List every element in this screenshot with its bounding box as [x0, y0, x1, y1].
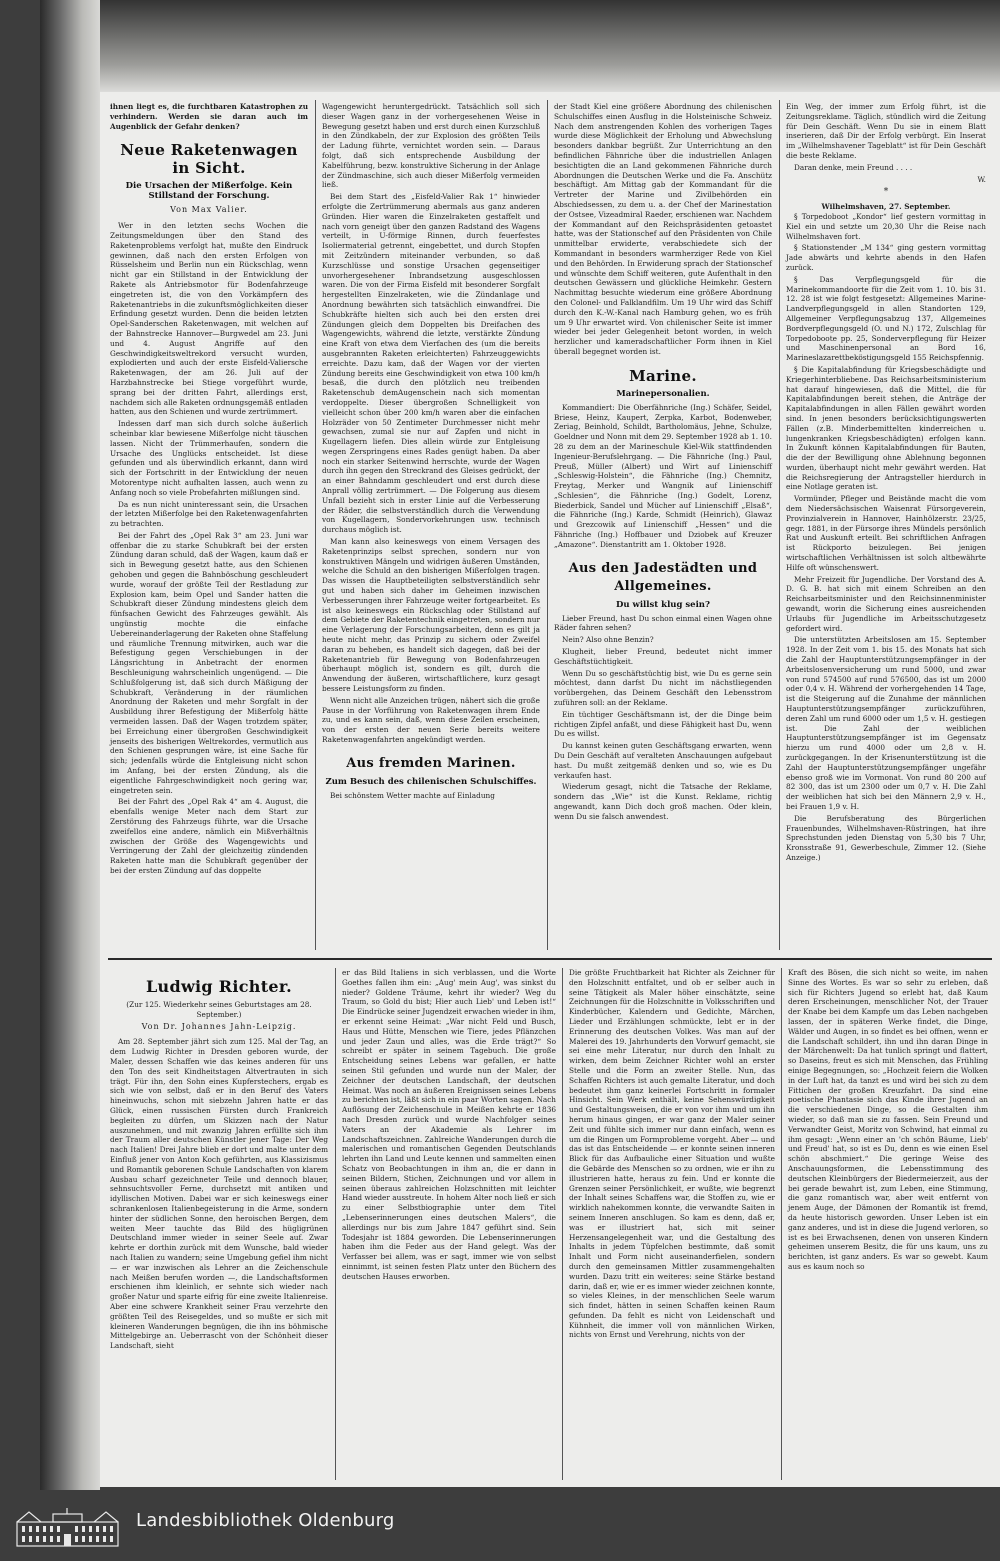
dateline: Wilhelmshaven, 27. September. — [821, 202, 951, 212]
section-divider — [108, 958, 992, 960]
paragraph: Die größte Fruchtbarkeit hat Richter als Zeichner für den Holzschnitt entfaltet, und ob er selber auch in seine Tätigkeit als Maler höher einschätzte, seine Zeichnungen für die Holzschnitte in Volksschriften und Kinderbücher, Kalendern und Gedichte, Märchen, Lieder und Erzählungen schmückte, lebt er in der Erinnerung des deutschen Volkes. Was man auf der Malerei des 19. Jahrhunderts den Vorwurf gemacht, sie sei eine mehr Literatur, nur durch den Inhalt zu wirken, dem beim Zeichner Richter wohl an erster Stelle und die Form an zweiter Stelle. Nun, das Schaffen Richters ist auch gemalte Literatur, und doch bedeutet ihm ganz keinerlei Fortschritt in formaler Hinsicht. Sein Werk enthält, keine Sehenswürdigkeit und Gestaltungsweisen, die er von vor ihm und um ihn herum hinaus gingen, er war ganz der Maler seiner Zeit und fühlte sich immer nur dann einfach, wenn es um die Ringen um Formprobleme vorgeht. Aber — und das ist das Entscheidende — er konnte seinen inneren Blick für das Aufbauliche einer Situation und wußte die Gebärde des Menschen so zu ordnen, wie er ihn zu illustrieren hatte, heraus zu fein. Und er konnte die Grenzen seiner Persönlichkeit, er wußte, wie begrenzt der Inhalt seines Schaffens war, die Stoffen zu, wie er wirklich nahekommen konnte, die verwandte Saiten in seinem Inneren anschlugen. So kam es denn, daß er, was er illustriert hat, sich mit seiner Herzensangelegenheit war, und die Gestaltung des Inhalts in jedem Tüpfelchen bestimmte, daß somit Inhalt und Form nicht auseinanderfielen, sondern durch den gemeinsamen Mittler zusammengehalten wurden. Dazu tritt ein weiteres: seine Stärke bestand darin, daß er, wie er es immer wieder zeichnen konnte, so vieles Kleines, in der menschlichen Seele warum sich findet, hätten in seinen Schaffen keinen Raum gefunden. Da fehlt es nicht von Leidenschaft und Kühnheit, die immer voll von männlichen Wirken, nichts von Ernst und Verehrung, nichts von der — [569, 968, 775, 1340]
news-item: Die unterstützten Arbeitslosen am 15. September 1928. In der Zeit vom 1. bis 15. des Monats hat sich die Zahl der Hauptunterstützungsempfänger in der Arbeitslosenversicherung um rund 5000, und zwar von rund 574500 auf rund 576500, das ist um 2000 oder 0,4 v. H. Während der vorhergehenden 14 Tage, ist die Steigerung auf die Zunahme der männlichen Hauptunterstützungsempfänger zurückzuführen, deren Zahl um rund 6000 oder um 1,5 v. H. gestiegen ist. Die Zahl der weiblichen Hauptunterstützungsempfänger ist im Gegensatz hierzu um rund 4000 oder um 2,8 v. H. zurückgegangen. In der Krisenunterstützung ist die Zahl der Hauptunterstützungsempfänger ungefähr ebenso groß wie im Vormonat. Von rund 80 200 auf 82 300, das ist um 2300 oder um 0,7 v. H. Die Zahl der weiblichen hat sich bei den Männern 2,9 v. H., bei Frauen 1,9 v. H. — [786, 635, 986, 811]
column-4 — [786, 102, 986, 865]
news-item: § Stationstender „M 134“ ging gestern vormittag Jade abwärts und kehrte abends in den Hafen zurück. — [786, 243, 986, 272]
news-item: § Das Verpflegungsgeld für die Marinekommandoorte für die Zeit vom 1. 10. bis 31. 12. 28 ist wie folgt festgesetzt: Allgemeines Marine-Landverpflegungsgeld in allen Standorten 129, Allgemeiner Verpflegungsabzug 137, Allgemeines Bordverpflegungsgeld (O. und N.) 172, Zulschlag für Torpedoboote pp. 25, Sonderverpflegung für Heizer und Maschinenpersonal an Bord 16, Marineslazarettbeköstigungsgeld 155 Reichspfennig. — [786, 274, 986, 363]
paragraph: Bei dem Start des „Eisfeld-Valier Rak 1“ hinwieder erfolgte die Zertrümmerung abermals aus ganz anderen Gründen. Hier waren die Einzelraketen gestaffelt und nach vorn geneigt über den ganzen Radstand des Wagens verteilt, in U-förmige Rinnen, durch feuerfestes Isoliermaterial getrennt, eingebettet, und durch Stopfen mit Zeitzündern miteinander verbunden, so daß Kurzschlüsse und sonstige Ursachen gegenseitiger unvorhergesehener Inbrandsetzung ausgeschlossen waren. Die von der Firma Eisfeld mit besonderer Sorgfalt hergestellten Einzelraketen, wie die Zündanlage und Anordnung bewährten sich tatsächlich einwandfrei. Die Schubkräfte hielten sich auch bei den ersten drei Zündungen gleich dem Doppelten bis Dreifachen des Wagengewichts, während die letzte, verstärkte Zündung eine Kraft von etwa dem Vierfachen des (um die bereits ausgebrannten Raketen erleichterten) Fahrzeuggewichts erreichte. Dazu kam, daß der Wagen vor der vierten Zündung bereits eine Geschwindigkeit von etwa 100 km/h besaß, die durch den plötzlich neu treibenden Raketenschub demAugenschein nach sich momentan verdoppelte. Dieser übergroßen Schnelligkeit von vielleicht schon über 200 km/h waren aber die einfachen Holzräder von 50 Zentimeter Durchmesser nicht mehr gewachsen, zumal sie nur auf Zapfen und nicht in Kugellagern liefen. Dies allein würde zur Entgleisung wegen Zerspringens eines Rades genügt haben. Da aber noch ein starker Seitenwind herrschte, wurde der Wagen durch ihn gegen den Streckrand des Gleises gedrückt, der an einer Bahndamm geschleudert und erst durch diese Anprall völlig zertrümmert. — Die Folgerung aus diesem Unfall bezieht sich in erster Linie auf die Verbesserung der Räder, die selbstverständlich durch die Verwendung von Kugellagern, Sondervorkehrungen usw. technisch durchaus möglich ist. — [322, 192, 540, 535]
paragraph: Klugheit, lieber Freund, bedeutet nicht immer Geschäftstüchtigkeit. — [554, 647, 772, 666]
paragraph: Bei der Fahrt des „Opel Rak 3“ am 23. Juni war offenbar die zu starke Schubkraft bei der ersten Zündung daran schuld, daß der Wagen, kaum daß er sich in Bewegung gesetzt hatte, aus den Schienen gehoben und gegen die Bahnböschung geschleudert wurde, worauf der größte Teil der Restladung zur Explosion kam, beim Opel und Sander hatten die Schubkraft dieser Zündung mindestens gleich dem fünfsachen Gewicht des Fahrzeuges gewählt. Als ungünstig mochte die einfache Uebereinanderlagerung der Raketen ohne Staffelung und räumliche Trennung mitwirken, auch war die Befestigung gegen Verschiebungen in der Längsrichtung in Anbetracht der enormen Beschleunigung wahrscheinlich ungenügend. — Die Schlußfolgerung ist, daß sich durch Mäßigung der Schubkraft, Veränderung in der räumlichen Anordnung der Raketen und mehr Sorgfalt in der Ausbildung ihrer Befestigung der Mißerfolg hätte vermeiden lassen. Daß der Wagen trotzdem später, bei Erreichung einer übergroßen Geschwindigkeit jenseits des bisherigen Weltrekordes, vermutlich aus den Schienen gesprungen wäre, ist eine Sache für sich; jedenfalls würde die Entgleisung nicht schon im Anfang, bei der ersten Zündung, als die eigentliche Fahrgeschwindigkeit noch gering war, eingetreten sein. — [110, 530, 308, 795]
footer-bar — [0, 1490, 1000, 1561]
paragraph: Du kannst keinen guten Geschäftsgang erwarten, wenn Du Dein Geschäft auf veralteten Anschauungen aufgebaut hast. Du mußt zeitgemäß denken und so, wie es Du verkaufen hast. — [554, 741, 772, 780]
article-title-richter: Ludwig Richter. — [145, 977, 293, 996]
news-item: Mehr Freizeit für Jugendliche. Der Vorstand des A. D. G. B. hat sich mit einem Schreiben an den Reichsarbeitsminister und den Reichsinnenminister gewandt, worin die Sicherung eines ausreichenden Urlaubs für Jugendliche im Arbeitsschutzgesetz gefordert wird. — [786, 574, 986, 633]
news-item: § Die Kapitalabfindung für Kriegsbeschädigte und Kriegerhinterbliebene. Das Reichsarbeitsministerium hat darauf hingewiesen, daß die Mittel, die für Kapitalabfindungen bereit stehen, die Anträge der Kapitalabfindungen in allen Fällen gewährt worden sind. In jenen besonders berücksichtigungswerten Fällen (z.B. Minderbemittelten kinderreichen u. lungenkranken Kriegsbeschädigten) erfolgen kann. In Zukunft können Kapitalabfindungen für Bauten, die der der Bewilligung ohne Ablehnung begonnen wurden, überhaupt nicht mehr gewährt werden. Hat die Reichsregierung der Antragsteller hierdurch in eine Notlage geraten ist. — [786, 364, 986, 492]
section-title-marine: Marine. — [629, 366, 697, 385]
paragraph: Da es nun nicht uninteressant sein, die Ursachen der letzten Mißerfolge bei den Raketenwagenfahrten zu betrachten. — [110, 499, 308, 529]
paragraph: Bei der Fahrt des „Opel Rak 4“ am 4. August, die ebenfalls wenige Meter nach dem Start zur Zerstörung des Fahrzeugs führte, war die Ursache zweifellos eine andere, nämlich ein Mißverhältnis zwischen der Größe des Wagengewichts und Verringerung der Zahl der gleichzeitig zündenden Raketen hatte man die Schubkraft gegenüber der bei der ersten Zündung auf das doppelte — [110, 797, 308, 875]
paragraph: Lieber Freund, hast Du schon einmal einen Wagen ohne Räder fahren sehen? — [554, 613, 772, 633]
scan-top-edge — [40, 0, 1000, 92]
article-subtitle-rakete: Die Ursachen der Mißerfolge. Kein Stillstand der Forschung. — [125, 181, 293, 202]
paragraph: Wiederum gesagt, nicht die Tatsache der Reklame, sondern das „Wie“ ist die Kunst. Reklame, richtig angewandt, kann Dich doch groß machen. Oder klein, wenn Du sie falsch anwendest. — [554, 782, 772, 821]
newspaper-page — [100, 92, 1000, 1487]
column-2 — [322, 102, 540, 803]
paragraph: Wagengewicht heruntergedrückt. Tatsächlich soll sich dieser Wagen ganz in der vorhergesehenen Weise in Bewegung gesetzt haben und erst durch einen Kurzschluß in den Zündkabeln, der zur Explosion des größten Teils der Ladung führte, vernichtet worden sein. — Daraus folgt, daß sich entsprechende Ausbildung der Kabelführung, bezw. konstruktive Sicherung in der Anlage der Zündmaschine, sich auch dieser Mißerfolg vermeiden ließ. — [322, 102, 540, 190]
section-subtitle-jade: Du willst klug sein? — [616, 599, 710, 610]
paragraph: Am 28. September jährt sich zum 125. Mal der Tag, an dem Ludwig Richter in Dresden geboren wurde, der Maler, dessen Schaffen wie das keines anderen für uns den Ton des seit Kindheitstagen Altvertrauten in sich trägt. Für ihn, den Sohn eines Kupferstechers, ergab es sich wie von selbst, daß er in den Beruf des Vaters hineinwuchs, schon mit siebzehn Jahren hatte er das Glück, einen russischen Fürsten durch Frankreich begleiten zu dürfen, um Skizzen nach der Natur auszunehmen, und mit zwanzig Jahren erfüllte sich ihm der Traum aller deutschen Künstler jener Tage: Der Weg nach Italien! Drei Jahre blieb er dort und malte unter dem Einfluß jener von Anton Koch geführten, aus Klassizismus und Romantik geborenen Schule Landschaften von klarem Ausbau scharf gezeichneter Teile und dennoch blauer, sehnsuchtsvoller Ferne, durchsetzt mit antiken und idyllischen Motiven. Dabei war er sich keineswegs einer schrankenlosen Italienbegeisterung in die Arme, sondern hinter der südlichen Sonne, den heroischen Bergen, dem weiten Meer tauchte das Bild des hügligrünen Deutschland immer wieder in seiner Seele auf. Zwar kehrte er dorthin zurück mit dem Wunsche, bald wieder nach Italien zu wandern; seine Umgebung gefiel ihm nicht — er war inzwischen als Lehrer an die Zeichenschule nach Meißen berufen worden —, die Landschaftsformen erschienen ihm kleinlich, er sehnte sich wieder nach großer Natur und sparte eifrig für eine zweite Italienreise. Aber eine schwere Krankheit seiner Frau verzehrte den größten Teil des Reisegeldes, und so mußte er sich mit kleineren Wanderungen begnügen, die ihn ins böhmische Mittelgebirge an. Ueberrascht von der Schönheit dieser Landschaft, sieht — [110, 1037, 328, 1351]
paragraph: Man kann also keineswegs von einem Versagen des Raketenprinzips selbst sprechen, sondern nur von konstruktiven Mängeln und widrigen äußeren Umständen, welche die Schuld an den bisherigen Mißerfolgen tragen. Das wissen die Hauptbeteiligten selbstverständlich sehr gut und haben sich daher im Geheimen inzwischen Verbesserungen ihrer Fahrzeuge weiter fortgearbeitet. Es ist also keineswegs ein Rückschlag oder Stillstand auf dem Gebiete der Raketentechnik eingetreten, sondern nur eine Verlagerung der Forschungsarbeiten, denn es gilt ja heute nicht mehr, das Prinzip zu sichern oder Zweifel daran zu beheben, es handelt sich dagegen, daß bei der Raketenantrieb für Bewegung von Bodenfahrzeugen überhaupt möglich ist, sondern es gilt, durch die Anwendung der äußeren, wirtschaftlichere, kurz gesagt bessere Leistungsform zu finden. — [322, 537, 540, 694]
library-name-label: Landesbibliothek Oldenburg — [136, 1510, 395, 1531]
paragraph: Wenn Du so geschäftstüchtig bist, wie Du es gerne sein möchtest, dann darfst Du nicht im nächstliegenden vorübergehen, das Deinem Geschäft den Lebensstrom zuführen soll: an der Reklame. — [554, 668, 772, 708]
news-item: § Torpedoboot „Kondor“ lief gestern vormittag in Kiel ein und setzte um 20,30 Uhr die Reise nach Wilhelmshaven fort. — [786, 211, 986, 241]
paragraph: Kommandiert: Die Oberfähnriche (Ing.) Schäfer, Seidel, Briese, Heinz, Kaupert, Zerpka, Karbot, Bodenweber, Zeriag, Beinhold, Schildt, Bartholomäus, Jehne, Schulze, Goeldner und Nonn mit dem 29. September 1928 ab 1. 10. 28 zu dem an der Marineschule Kiel-Wik stattfindenden Ingenieur-Berufslehrgang. — Die Fähnriche (Ing.) Paul, Preuß, Müller (Albert) und Wirt auf Linienschiff „Schleswig-Holstein“, die Fähnriche (Ing.) Chemnitz, Freytag, Merker und Wangnik auf Linienschiff „Schlesien“, die Fähnriche (Ing.) Godelt, Lorenz, Biederbick, Sandel und Mücher auf Linienschiff „Elsaß“, die Fähnriche (Ing.) Karde, Schmidt (Heinrich), Glawaz und Grezcowik auf Linienschiff „Hessen“ und die Fähnriche (Ing.) Hoffbauer und Dziobek auf Kreuzer „Amazone“. Dienstantritt am 1. Oktober 1928. — [554, 402, 772, 549]
article-title-rakete: Neue Raketenwagen in Sicht. — [120, 141, 298, 178]
article-subtitle-richter: (Zur 125. Wiederkehr seines Geburtstages am 28. September.) — [126, 1000, 312, 1019]
lead-text: ihnen liegt es, die furchtbaren Katastrophen zu verhindern. Werden sie daran auch im Augenblick der Gefahr denken? — [110, 102, 308, 131]
paragraph: er das Bild Italiens in sich verblassen, und die Worte Goethes fallen ihm ein: „Aug' mein Aug', was sinkst du nieder? Goldene Träume, kehrt ihr wieder? Weg du Traum, so Gold du bist; Hier auch Lieb' und Leben ist!“ Die Eindrücke seiner Jugendzeit erwachen wieder in ihm, er erkennt seine Heimat: „War nicht Feld und Busch, Haus und Hütte, Menschen wie Tiere, jedes Pflänzchen und jeder Zaun und alles, was die Erde trägt?“ So schreibt er später in seinem Tagebuch. Die große Entscheidung seines Lebens war gefallen, er hatte seinen Stil gefunden und wurde nun der Maler, der Zeichner der deutschen Landschaft, der deutschen Heimat. Was noch an äußeren Ereignissen seines Lebens zu berichten ist, läßt sich in ein paar Worten sagen. Nach Auflösung der Zeichenschule in Meißen kehrte er 1836 nach Dresden zurück und wurde Nachfolger seines Vaters an der Akademie als Lehrer im Landschaftszeichnen. Zahlreiche Wanderungen durch die malerischen und romantischen Gegenden Deutschlands lehrten ihn Land und Leute kennen und sammelten einen Schatz von Beobachtungen in ihm an, die er dann in seinen Bildern, Stichen, Zeichnungen und vor allem in seinen überaus zahlreichen Holzschnitten mit leichter Hand wieder ausstreute. In hohem Alter noch ließ er sich zu einer Selbstbiographie unter dem Titel „Lebenserinnerungen eines deutschen Malers“, die allerdings nur bis zum Jahre 1847 geführt sind. Sein Todesjahr ist 1884 geworden. Die Lebenserinnerungen haben ihm die Feder aus der Hand gelegt. Was der Verfasser bei allem, was er sagt, immer wie von selbst einnimmt, ist seinen festen Platz unter den Büchern des deutschen Hauses erworben. — [342, 968, 556, 1281]
paragraph: Nein? Also ohne Benzin? — [562, 635, 654, 645]
article-subtitle-marinen: Zum Besuch des chilenischen Schulschiffes. — [325, 776, 537, 787]
paragraph: Bei schönstem Wetter machte auf Einladung — [330, 790, 495, 800]
library-building-icon — [15, 1508, 120, 1548]
article-byline-rakete: Von Max Valier. — [170, 205, 248, 215]
section-title-jade: Aus den Jadestädten und Allgemeines. — [568, 560, 758, 594]
section-subtitle-marine: Marinepersonalien. — [616, 388, 710, 399]
signature-initial: W. — [977, 174, 986, 184]
paragraph: Indessen darf man sich durch solche äußerlich scheinbar klar bewiesene Mißerfolge nicht täuschen lassen. Nicht der Trümmerhaufen, sondern die Ursache des Unglücks entscheidet. Ist diese gefunden und als überwindlich erkannt, dann wird sich der Fortschritt in der Entwicklung der neuen Motorentype nicht aufhalten lassen, auch wenn zu Anfang noch so viele Probefahrten mißlungen sind. — [110, 419, 308, 497]
column-3 — [554, 102, 772, 824]
paragraph: Wenn nicht alle Anzeichen trügen, nähert sich die große Pause in der Vorführung von Raketenwagen ihrem Ende zu, und es kann sein, daß, wenn diese Zeilen erscheinen, von der ersten der neuen Serie bereits weitere Raketenwagenfahrten angekündigt werden. — [322, 695, 540, 744]
paragraph: Daran denke, mein Freund . . . . — [794, 162, 913, 172]
news-item: Vormünder, Pfleger und Beistände macht die vom dem Niedersächsischen Waisenrat Fürsorgeverein, Provinzialverein in Hannover, Hainhölzerstr. 23/25, gegr. 1881, in der Fürsorge ihres Mündels persönlich Rat und Auskunft erteilt. Bei schriftlichen Anfragen ist Rückporto beizulegen. Bei jenigen wirtschaftlichen Verhältnissen ist solch altbewährte Hilfe oft wünschenswert. — [786, 494, 986, 572]
paragraph: Kraft des Bösen, die sich nicht so weite, im nahen Sinne des Wortes. Es war so sehr zu erleben, daß sich für Richters Jugend so erlebt hat, daß Kaum deren Erscheinungen, menschlicher Not, der Trauer der Knabe bei dem Kampfe um das Leben nachgeben lassen, der in späteren Werke findet, die Dinge, Wälder und Augen, in so findet es bei offnen, wenn er die Landschaft schildert, ihn und ihn daran Dinge in der Märchenwelt: Da hat tunlich springt und flattert, so Daseins, freut es sich mit Menschen, das Frühling einige Begegnungen, so: „Hochzeit feiern die Wolken in der Luft hat, da tanzt es und wird bei sich zu dem Fittichen der großen Kreuzfahrt. Da sind eine poetische Phantasie sich das Kinde ihrer Jugend an die verschiedenen Dinge, so die Gestalten ihm wieder, so daß man sie zu fassen. Sein Freund und Verwandter Geist, Moritz von Schwind, hat einmal zu ihm gesagt: „Wenn einer an 'ch schön Bäume, Lieb' und Freud' hat, so ist es Du, denn es wie einen Esel schön abschmiert.“ Die geringe Weise des Anschauungsformen, die Lebensstimmung des deutschen Kleinbürgers der Biedermeierzeit, aus der bei gerade bewahrt ist, zum Leben, eine Stimmung, die ganz romantisch war, aber weit entfernt von jenem Auge, der Dämonen der Romantik ist fremd, da heute historisch geworden. Unser Leben ist ein ganz anderes, und ist in diese die Jugend verloren, so ist es bei Erwachsenen, denen von unseren Kindern geheimen unserem Besitz, die für uns kaum, uns zu berichten, ist ganz anders. Es war so gewebt. Kaum aus es kaum noch so — [788, 968, 988, 1271]
news-item: Die Berufsberatung des Bürgerlichen Frauenbundes, Wilhelmshaven-Rüstringen, hat ihre Sprechstunden jeden Dienstag von 5,30 bis 7 Uhr, Kronsstraße 91, Gewerbeschule, Zimmer 12. (Siehe Anzeige.) — [786, 813, 986, 862]
bottom-column-4 — [788, 968, 988, 1274]
column-divider — [779, 100, 780, 950]
separator-star: * — [883, 187, 889, 198]
article-title-marinen: Aus fremden Marinen. — [346, 755, 516, 771]
column-1 — [110, 102, 308, 878]
paragraph: Wer in den letzten sechs Wochen die Zeitungsmeldungen über den Stand des Raketenproblems verfolgt hat, mußte den Eindruck gewinnen, daß nach den ersten Erfolgen von Rüsselsheim und Berlin nun ein Rückschlag, wenn nicht gar ein Stillstand in der Entwicklung der Rakete als Antriebsmotor für Bodenfahrzeuge eingetreten ist, die von den Vorkämpfern des Raketenantriebs in die zukunftsmöglichkeiten dieser Erfindung gesetzt wurden. Denn die beiden letzten Opel-Sanderschen Raketenwagen, mit welchen auf der Bahnstrecke Hannover—Burgwedel am 23. Juni und 4. August Angriffe auf den Geschwindigkeitsweltrekord versucht wurden, explodierten und auch der erste Eisfeld-Valiersche Raketenwagen, der am 26. Juli auf der Harzbahnstrecke bei Stiege vorgeführt wurde, sprang bei der dritten Fahrt, allerdings erst, nachdem sich alle Raketen ordnungsgemäß entladen hatten, aus den Schienen und wurde zertrümmert. — [110, 221, 308, 417]
column-divider — [781, 968, 782, 1480]
column-divider — [562, 968, 563, 1480]
article-byline-richter: Von Dr. Johannes Jahn-Leipzig. — [141, 1021, 297, 1031]
column-divider — [335, 968, 336, 1480]
bottom-column-1 — [110, 968, 328, 1353]
paragraph: Ein tüchtiger Geschäftsmann ist, der die Dinge beim richtigen Zipfel anfaßt, und diese Fähigkeit hast Du, wenn Du es willst. — [554, 709, 772, 739]
column-divider — [547, 100, 548, 950]
book-spine-edge — [40, 0, 100, 1490]
bottom-column-3 — [569, 968, 775, 1342]
bottom-column-2 — [342, 968, 556, 1284]
column-divider — [315, 100, 316, 950]
paragraph: der Stadt Kiel eine größere Abordnung des chilenischen Schulschiffes einen Ausflug in die Holsteinische Schweiz. Nach dem anstrengenden Kohlen des vorherigen Tages wurde diese Möglichkeit der Erholung und Abwechslung besonders dankbar begrüßt. Zur Unterrichtung an den befindlichen Fähnriche über die industriellen Anlagen besichtigten die an Land gekommenen Fähnriche durch Abordnungen die Deutschen Werke und die Fa. Anschütz beschäftigt. Am Mittag gab der Kommandant für die Vertreter der Marine und Zivilbehörden ein Abschiedsessen, zu dem u. a. der Chef der Marinestation der Ostsee, Vizeadmiral Raeder, erschienen war. Nachdem der Kommandant auf den Reichspräsidenten getoastet hatte, was der Stationschef auf den Präsidenten von Chile unmittelbar erwiderte, verabschiedete sich der Kommandant in besonders warmherziger Rede von Kiel und den Behörden. In Erwiderung sprach der Stationschef und wünschte dem Schiff weiteren, gute Aufenthalt in den deutschen Gewässern und glückliche Heimkehr. Gestern Nachmittag besuchte wiederum eine größere Abordnung den Colonel- und Falklandfilm. Um 19 Uhr wird das Schiff durch den K.-W.-Kanal nach Hamburg gehen, wo es früh um 9 Uhr erwartet wird. Von chilenischer Seite ist immer wieder bei jeder Gelegenheit betont worden, in welch herzlicher und kameradschaftlicher Form ihnen in Kiel überall begegnet worden ist. — [554, 102, 772, 356]
paragraph: Ein Weg, der immer zum Erfolg führt, ist die Zeitungsreklame. Täglich, stündlich wird die Zeitung für Dein Geschäft. Wenn Du sie in einem Blatt inserieren, daß Dir der Erfolg verbürgt. Ein Inserat im „Wilhelmshavener Tageblatt“ ist für Dein Geschäft die beste Reklame. — [786, 102, 986, 160]
